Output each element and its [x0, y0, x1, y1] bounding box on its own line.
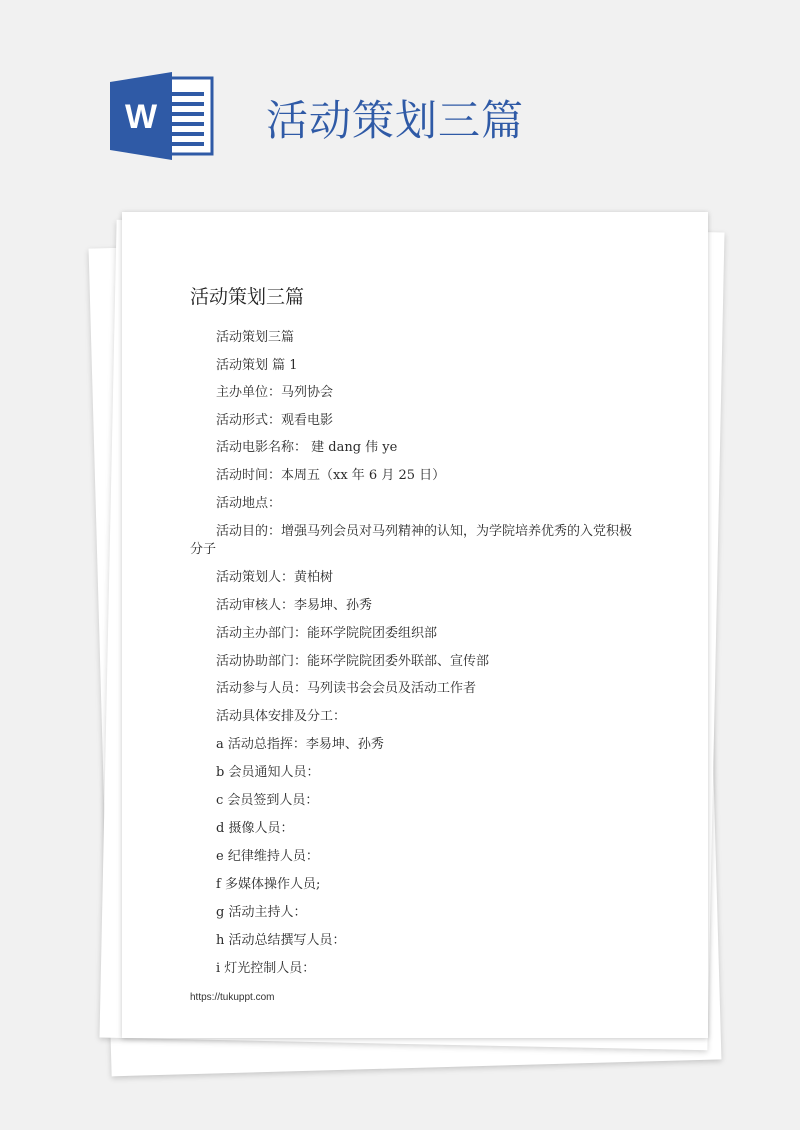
- doc-line: h 活动总结撰写人员：: [216, 933, 346, 948]
- doc-line: 活动协助部门：能环学院院团委外联部、宣传部: [216, 654, 490, 669]
- doc-line-continuation: 分子: [190, 542, 217, 557]
- doc-line: a 活动总指挥：李易坤、孙秀: [216, 737, 384, 752]
- word-document-icon: [110, 72, 214, 160]
- doc-line: e 纪律维持人员：: [216, 849, 319, 864]
- doc-line: i 灯光控制人员：: [216, 961, 316, 976]
- banner-title: 活动策划三篇: [266, 96, 525, 145]
- doc-line: 活动目的：增强马列会员对马列精神的认知，为学院培养优秀的入党积极: [216, 524, 633, 539]
- doc-line: 活动策划人：黄柏树: [216, 570, 334, 585]
- doc-line: 活动策划三篇: [216, 330, 295, 345]
- doc-line: 活动电影名称： 建 dang 伟 ye: [216, 440, 398, 455]
- doc-line: f 多媒体操作人员;: [216, 877, 321, 892]
- document-page: [122, 212, 708, 1038]
- doc-line: 活动审核人：李易坤、孙秀: [216, 598, 373, 613]
- footer-url[interactable]: https://tukuppt.com: [190, 992, 275, 1003]
- doc-line: 活动参与人员：马列读书会会员及活动工作者: [216, 681, 477, 696]
- doc-line: c 会员签到人员：: [216, 793, 319, 808]
- doc-line: 活动具体安排及分工：: [216, 709, 347, 724]
- doc-line: 活动时间：本周五（xx 年 6 月 25 日）: [216, 468, 446, 483]
- word-icon-letter: W: [124, 98, 158, 136]
- doc-line: 活动主办部门：能环学院院团委组织部: [216, 626, 438, 641]
- banner: [0, 0, 800, 210]
- doc-line: d 摄像人员：: [216, 821, 294, 836]
- doc-line: 活动策划 篇 1: [216, 358, 298, 373]
- doc-line: g 活动主持人：: [216, 905, 307, 920]
- doc-line: 活动形式：观看电影: [216, 413, 334, 428]
- doc-line: 活动地点：: [216, 496, 282, 511]
- doc-line: b 会员通知人员：: [216, 765, 320, 780]
- document-title: 活动策划三篇: [190, 286, 305, 308]
- doc-line: 主办单位：马列协会: [216, 385, 334, 400]
